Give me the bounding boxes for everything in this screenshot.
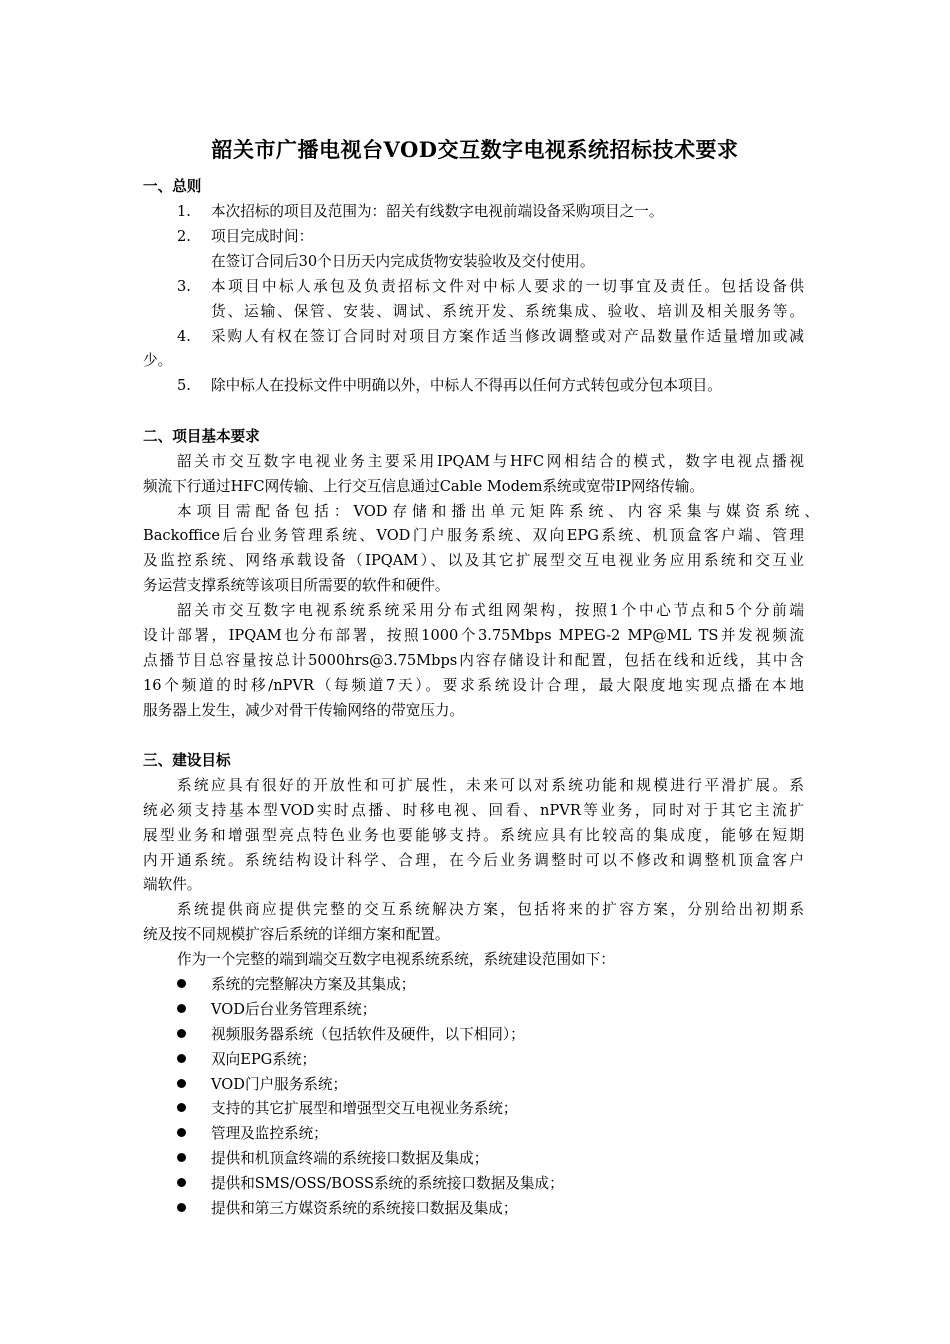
paragraph-line: 系统提供商应提供完整的交互系统解决方案，包括将来的扩容方案，分别给出初期系 xyxy=(177,901,804,918)
list-item-continuation: 在签订合同后30个日历天内完成货物安装验收及交付使用。 xyxy=(211,253,595,270)
list-item: 双向EPG系统； xyxy=(211,1051,317,1068)
paragraph-line: 展型业务和增强型亮点特色业务也要能够支持。系统应具有比较高的集成度，能够在短期 xyxy=(143,827,804,844)
list-item-continuation: 货、运输、保管、安装、调试、系统开发、系统集成、验收、培训及相关服务等。 xyxy=(211,303,804,320)
section-heading-general: 一、总则 xyxy=(143,178,202,195)
bullet-icon xyxy=(177,1128,186,1137)
bullet-icon xyxy=(177,1054,186,1063)
paragraph-line: 及监控系统、网络承载设备（IPQAM）、以及其它扩展型交互电视业务应用系统和交互业 xyxy=(143,552,804,569)
list-item: VOD后台业务管理系统； xyxy=(211,1001,377,1018)
list-item: 支持的其它扩展型和增强型交互电视业务系统； xyxy=(211,1100,518,1117)
bullet-icon xyxy=(177,1004,186,1013)
list-item: 系统的完整解决方案及其集成； xyxy=(211,976,416,993)
list-item: 本次招标的项目及范围为：韶关有线数字电视前端设备采购项目之一。 xyxy=(211,203,664,220)
paragraph-line: 韶关市交互数字电视系统系统采用分布式组网架构，按照1个中心节点和5个分前端 xyxy=(177,602,804,619)
list-number: 4. xyxy=(177,328,191,345)
list-number: 3. xyxy=(177,278,191,295)
bullet-icon xyxy=(177,1103,186,1112)
list-item: 采购人有权在签订合同时对项目方案作适当修改调整或对产品数量作适量增加或减 xyxy=(211,328,804,345)
paragraph-line: 统及按不同规模扩容后系统的详细方案和配置。 xyxy=(143,926,450,943)
bullet-icon xyxy=(177,1203,186,1212)
paragraph-line: 设计部署，IPQAM也分布部署，按照1000个3.75Mbps MPEG-2 MP@ML TS并发视频流 xyxy=(143,627,804,644)
paragraph-line: 作为一个完整的端到端交互数字电视系统系统，系统建设范围如下： xyxy=(177,951,615,968)
paragraph-line: 点播节目总容量按总计5000hrs@3.75Mbps内容存储设计和配置，包括在线和近线，其中含 xyxy=(143,652,804,669)
paragraph-line: 韶关市交互数字电视业务主要采用IPQAM与HFC网相结合的模式，数字电视点播视 xyxy=(177,453,804,470)
paragraph-line: 内开通系统。系统结构设计科学、合理，在今后业务调整时可以不修改和调整机顶盒客户 xyxy=(143,852,804,869)
section-heading-construction-goals: 三、建设目标 xyxy=(143,752,231,769)
list-item: 本项目中标人承包及负责招标文件对中标人要求的一切事宜及责任。包括设备供 xyxy=(211,278,804,295)
paragraph-line: 统必须支持基本型VOD实时点播、时移电视、回看、nPVR等业务，同时对于其它主流扩 xyxy=(143,802,804,819)
document-title: 韶关市广播电视台VOD交互数字电视系统招标技术要求 xyxy=(211,137,739,162)
list-item: 除中标人在投标文件中明确以外，中标人不得再以任何方式转包或分包本项目。 xyxy=(211,377,722,394)
bullet-icon xyxy=(177,979,186,988)
bullet-icon xyxy=(177,1029,186,1038)
paragraph-line: 本项目需配备包括：VOD存储和播出单元矩阵系统、内容采集与媒资系统、 xyxy=(177,503,819,520)
list-item: 项目完成时间： xyxy=(211,228,314,245)
paragraph-line: 务运营支撑系统等该项目所需要的软件和硬件。 xyxy=(143,577,450,594)
paragraph-line: 频流下行通过HFC网传输、上行交互信息通过Cable Modem系统或宽带IP网络传输。 xyxy=(143,478,704,495)
bullet-icon xyxy=(177,1079,186,1088)
section-heading-basic-requirements: 二、项目基本要求 xyxy=(143,428,260,445)
list-number: 1. xyxy=(177,203,191,220)
list-number: 5. xyxy=(177,377,191,394)
list-number: 2. xyxy=(177,228,191,245)
list-item-continuation: 少。 xyxy=(143,352,173,369)
paragraph-line: 服务器上发生，减少对骨干传输网络的带宽压力。 xyxy=(143,702,465,719)
list-item: 视频服务器系统（包括软件及硬件，以下相同）； xyxy=(211,1026,525,1043)
list-item: 管理及监控系统； xyxy=(211,1125,328,1142)
list-item: 提供和SMS/OSS/BOSS系统的系统接口数据及集成； xyxy=(211,1175,564,1192)
paragraph-line: 系统应具有很好的开放性和可扩展性，未来可以对系统功能和规模进行平滑扩展。系 xyxy=(177,777,804,794)
list-item: 提供和机顶盒终端的系统接口数据及集成； xyxy=(211,1150,489,1167)
list-item: 提供和第三方媒资系统的系统接口数据及集成； xyxy=(211,1200,518,1217)
list-item: VOD门户服务系统； xyxy=(211,1076,348,1093)
paragraph-line: 端软件。 xyxy=(143,876,202,893)
bullet-icon xyxy=(177,1178,186,1187)
bullet-icon xyxy=(177,1153,186,1162)
paragraph-line: 16个频道的时移/nPVR（每频道7天）。要求系统设计合理，最大限度地实现点播在本地 xyxy=(143,677,804,694)
paragraph-line: Backoffice后台业务管理系统、VOD门户服务系统、双向EPG系统、机顶盒客户端、管理 xyxy=(143,527,804,544)
